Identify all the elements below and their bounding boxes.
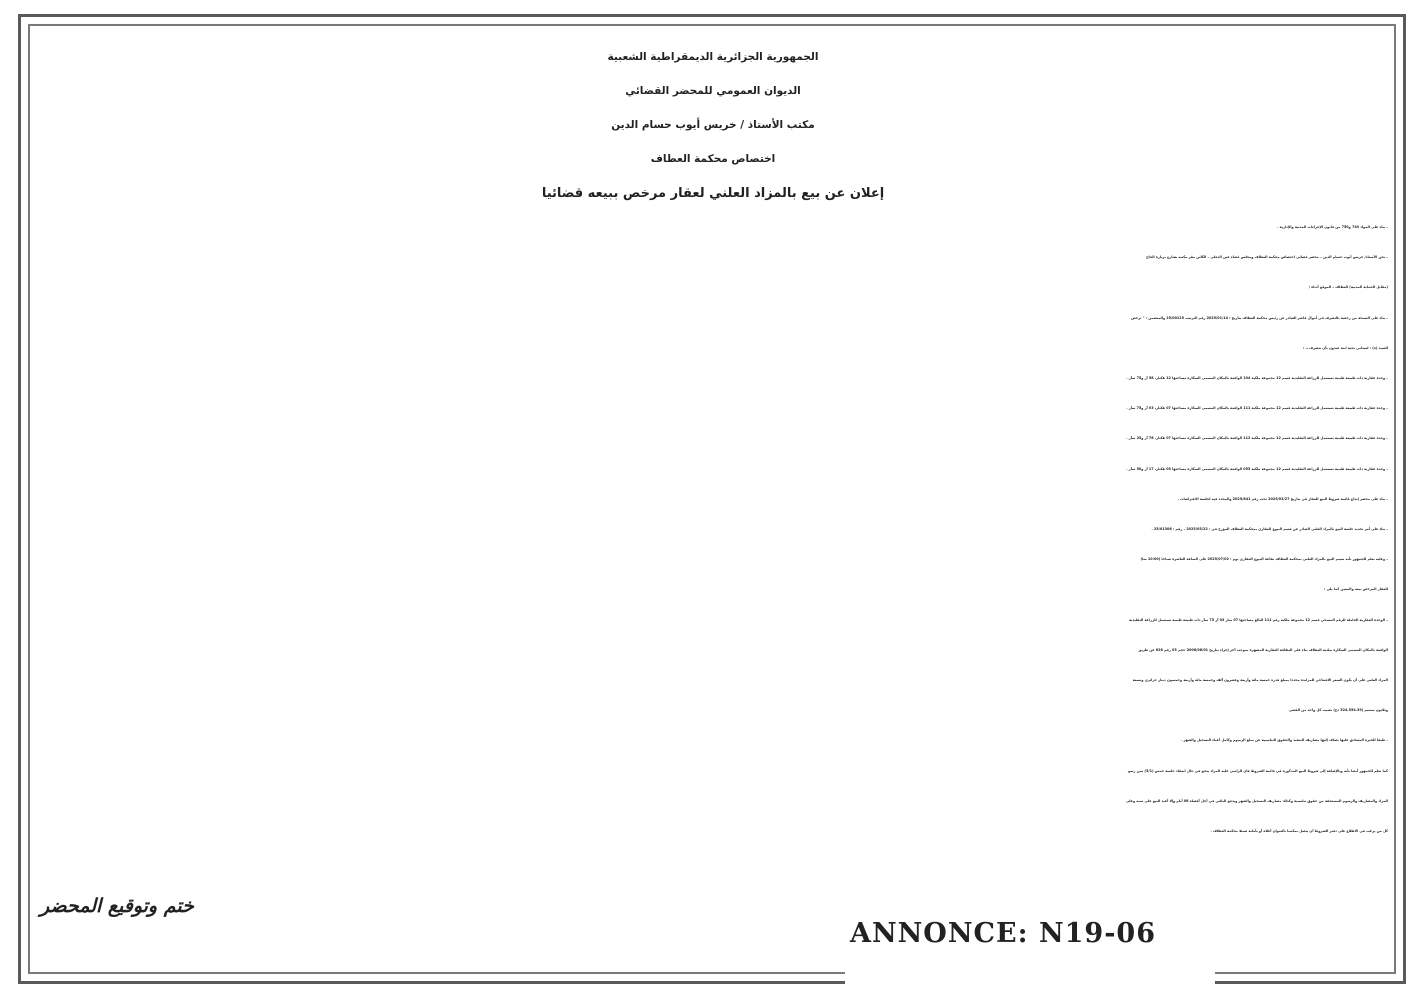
- annonce-number: ANNONCE: N19-06: [850, 918, 1156, 949]
- body-line: كل من يرغب في الاطلاع على دفتر الشروط أن يتصل بمكتبنا بالعنوان أعلاه أو بأمانة ضبط محكمة العطاف .: [1210, 829, 1388, 834]
- body-line: – وحدة عقارية ذات طبيعة طينية تستعمل للزراعة التقليدية قسم 12 مجموعة ملكية 055 الواقعة بالمكان المسمى السكارة مساحتها 03 هكتار، 17 آر و50 سآر .: [1126, 466, 1388, 471]
- body-line: وثلاثون سنتيم (524.554.39 دج) نصيب كل واحد من القصر.: [1288, 708, 1388, 713]
- body-line: المزاد العلني على أن يكون السعر الافتتاحي للمزايدة محددا بمبلغ قدره خمسة مائة وأربعة وعشرون ألف وخمسة مائة وأربعة وخمسون دينار جزائري وتسعة: [1132, 678, 1388, 683]
- body-line: – الوحدة العقارية الحاملة للرقم المسحي قسم 12 مجموعة ملكية رقم 111 البالغ مساحتها 07 متار 03 آر 75 سآر ذات طبيعة طينية تستعمل للزراعة التقليدية: [1129, 617, 1388, 622]
- body-line: (مقابل الحماية المدنية) العطاف – الموقع أدناه /: [1308, 285, 1388, 290]
- body-line: – نحن الأستاذ/ خريس أيوب حسام الدين – محضر قضائي اختصاص محكمة العطاف ومجلس قضاء عين الدفلى – الكائن مقر مكتبه بشارع بريارة الحاج: [1146, 255, 1388, 260]
- body-line: – بناء على النسخة من رخصة بالتصرف في أموال قاصر الصادر عن رئيس محكمة العطاف بتاريخ : 2025/01/14 رقم الترتيب 25/00125 والمتضمن : " نرخص: [1131, 315, 1388, 320]
- body-line: – بناء على المواد 749 و750 من قانون الإجراءات المدنية والإدارية .: [1277, 225, 1388, 229]
- announcement-title: إعلان عن بيع بالمزاد العلني لعقار مرخص ببيعه قضائيا: [541, 186, 885, 201]
- body-line: – بناء على محضر إيداع قائمة شروط البيع للعقار في بتاريخ 2025/03/27 تحت رقم 2025/841 والمحدد فيه لجلسة الاعتراضات .: [1177, 496, 1388, 501]
- body-line: – وحدة عقارية ذات طبيعة طينية تستعمل للزراعة التقليدية قسم 12 مجموعة ملكية 104 الواقعة بالمكان المسمى السكارة مساحتها 12 هكتار، 58 آر و75 سآر .: [1126, 376, 1388, 381]
- header-republic: الجمهورية الجزائرية الديمقراطية الشعبية: [607, 51, 819, 63]
- body-line: – بناء على أمر تحديد جلسة البيع بالمزاد العلني الصادر عن قسم البيوع العقاري بمحكمة العطاف المؤرخ في : 2025/05/22 – رقم : 25/01306 .: [1151, 527, 1388, 532]
- body-line: الواقعة بالمكان المسمى السكارة ببلدية العطاف بناء على البطاقة العقارية المشهرة بموجب آخر إجراء بتاريخ 2006/08/01 حجم 03 رقم 628 عن طريق: [1138, 647, 1388, 652]
- announcement-body: [38, 212, 1388, 846]
- document-content: [38, 40, 1388, 846]
- body-line: للسيد (ة) : لعيداني نجية ابنة عبدون بأن تتصرف بـ :: [1302, 345, 1388, 350]
- body-line: – وعليه نعلم للجمهور بأنه سيتم البيع بالمزاد العلني بمحكمة العطاف بقاعة البيوع العقاري يوم : 2025/07/02 على الساعة العاشرة صباحا (10:00 سا): [1140, 557, 1388, 562]
- body-line: – وحدة عقارية ذات طبيعة طينية تستعمل للزراعة التقليدية قسم 12 مجموعة ملكية 112 الواقعة بالمكان المسمى السكارة مساحتها 07 هكتار، 76 آر و25 سآر .: [1126, 436, 1388, 441]
- header-jurisdiction: اختصاص محكمة العطاف: [650, 153, 776, 165]
- signature-label: ختم وتوقيع المحضر: [40, 895, 194, 917]
- body-line: للعقار المرخص بيعه والمعين كما يلي :: [1324, 587, 1388, 592]
- body-line: المزاد والمصاريف والرسوم المستحقة من حقوق تناسبية وكذلك مصاريف التسجيل والشهر ويدفع الباقي في أجل أقصاه 08 أيام وإلا أعيد البيع على ثمنه وعلى: [1125, 798, 1388, 803]
- body-line: كما نعلم للجمهور أيضا بأنه وبالإضافة إلى شروط البيع المذكورة في قائمة الشروط فان الراسي عليه المزاد يدفع في حال انعقاد جلسة خمس (5/1) ثمن رسو: [1128, 768, 1388, 773]
- header-bureau: مكتب الأستاذ / خريس أيوب حسام الدين: [611, 119, 815, 131]
- header-office: الديوان العمومي للمحضر القضائي: [625, 85, 801, 97]
- body-line: – طبقا للخبرة المصادق عليها يضاف إليها مصاريف التنفيذ والحقوق التناسبية عن مبلغ الرسوم وكامل أعباء التسجيل والشهر .: [1181, 738, 1388, 743]
- body-line: – وحدة عقارية ذات طبيعة طينية تستعمل للزراعة التقليدية قسم 12 مجموعة ملكية 111 الواقعة بالمكان المسمى السكارة مساحتها 07 هكتار، 03 آر و75 سآر .: [1126, 406, 1388, 411]
- document-header: [38, 40, 1388, 212]
